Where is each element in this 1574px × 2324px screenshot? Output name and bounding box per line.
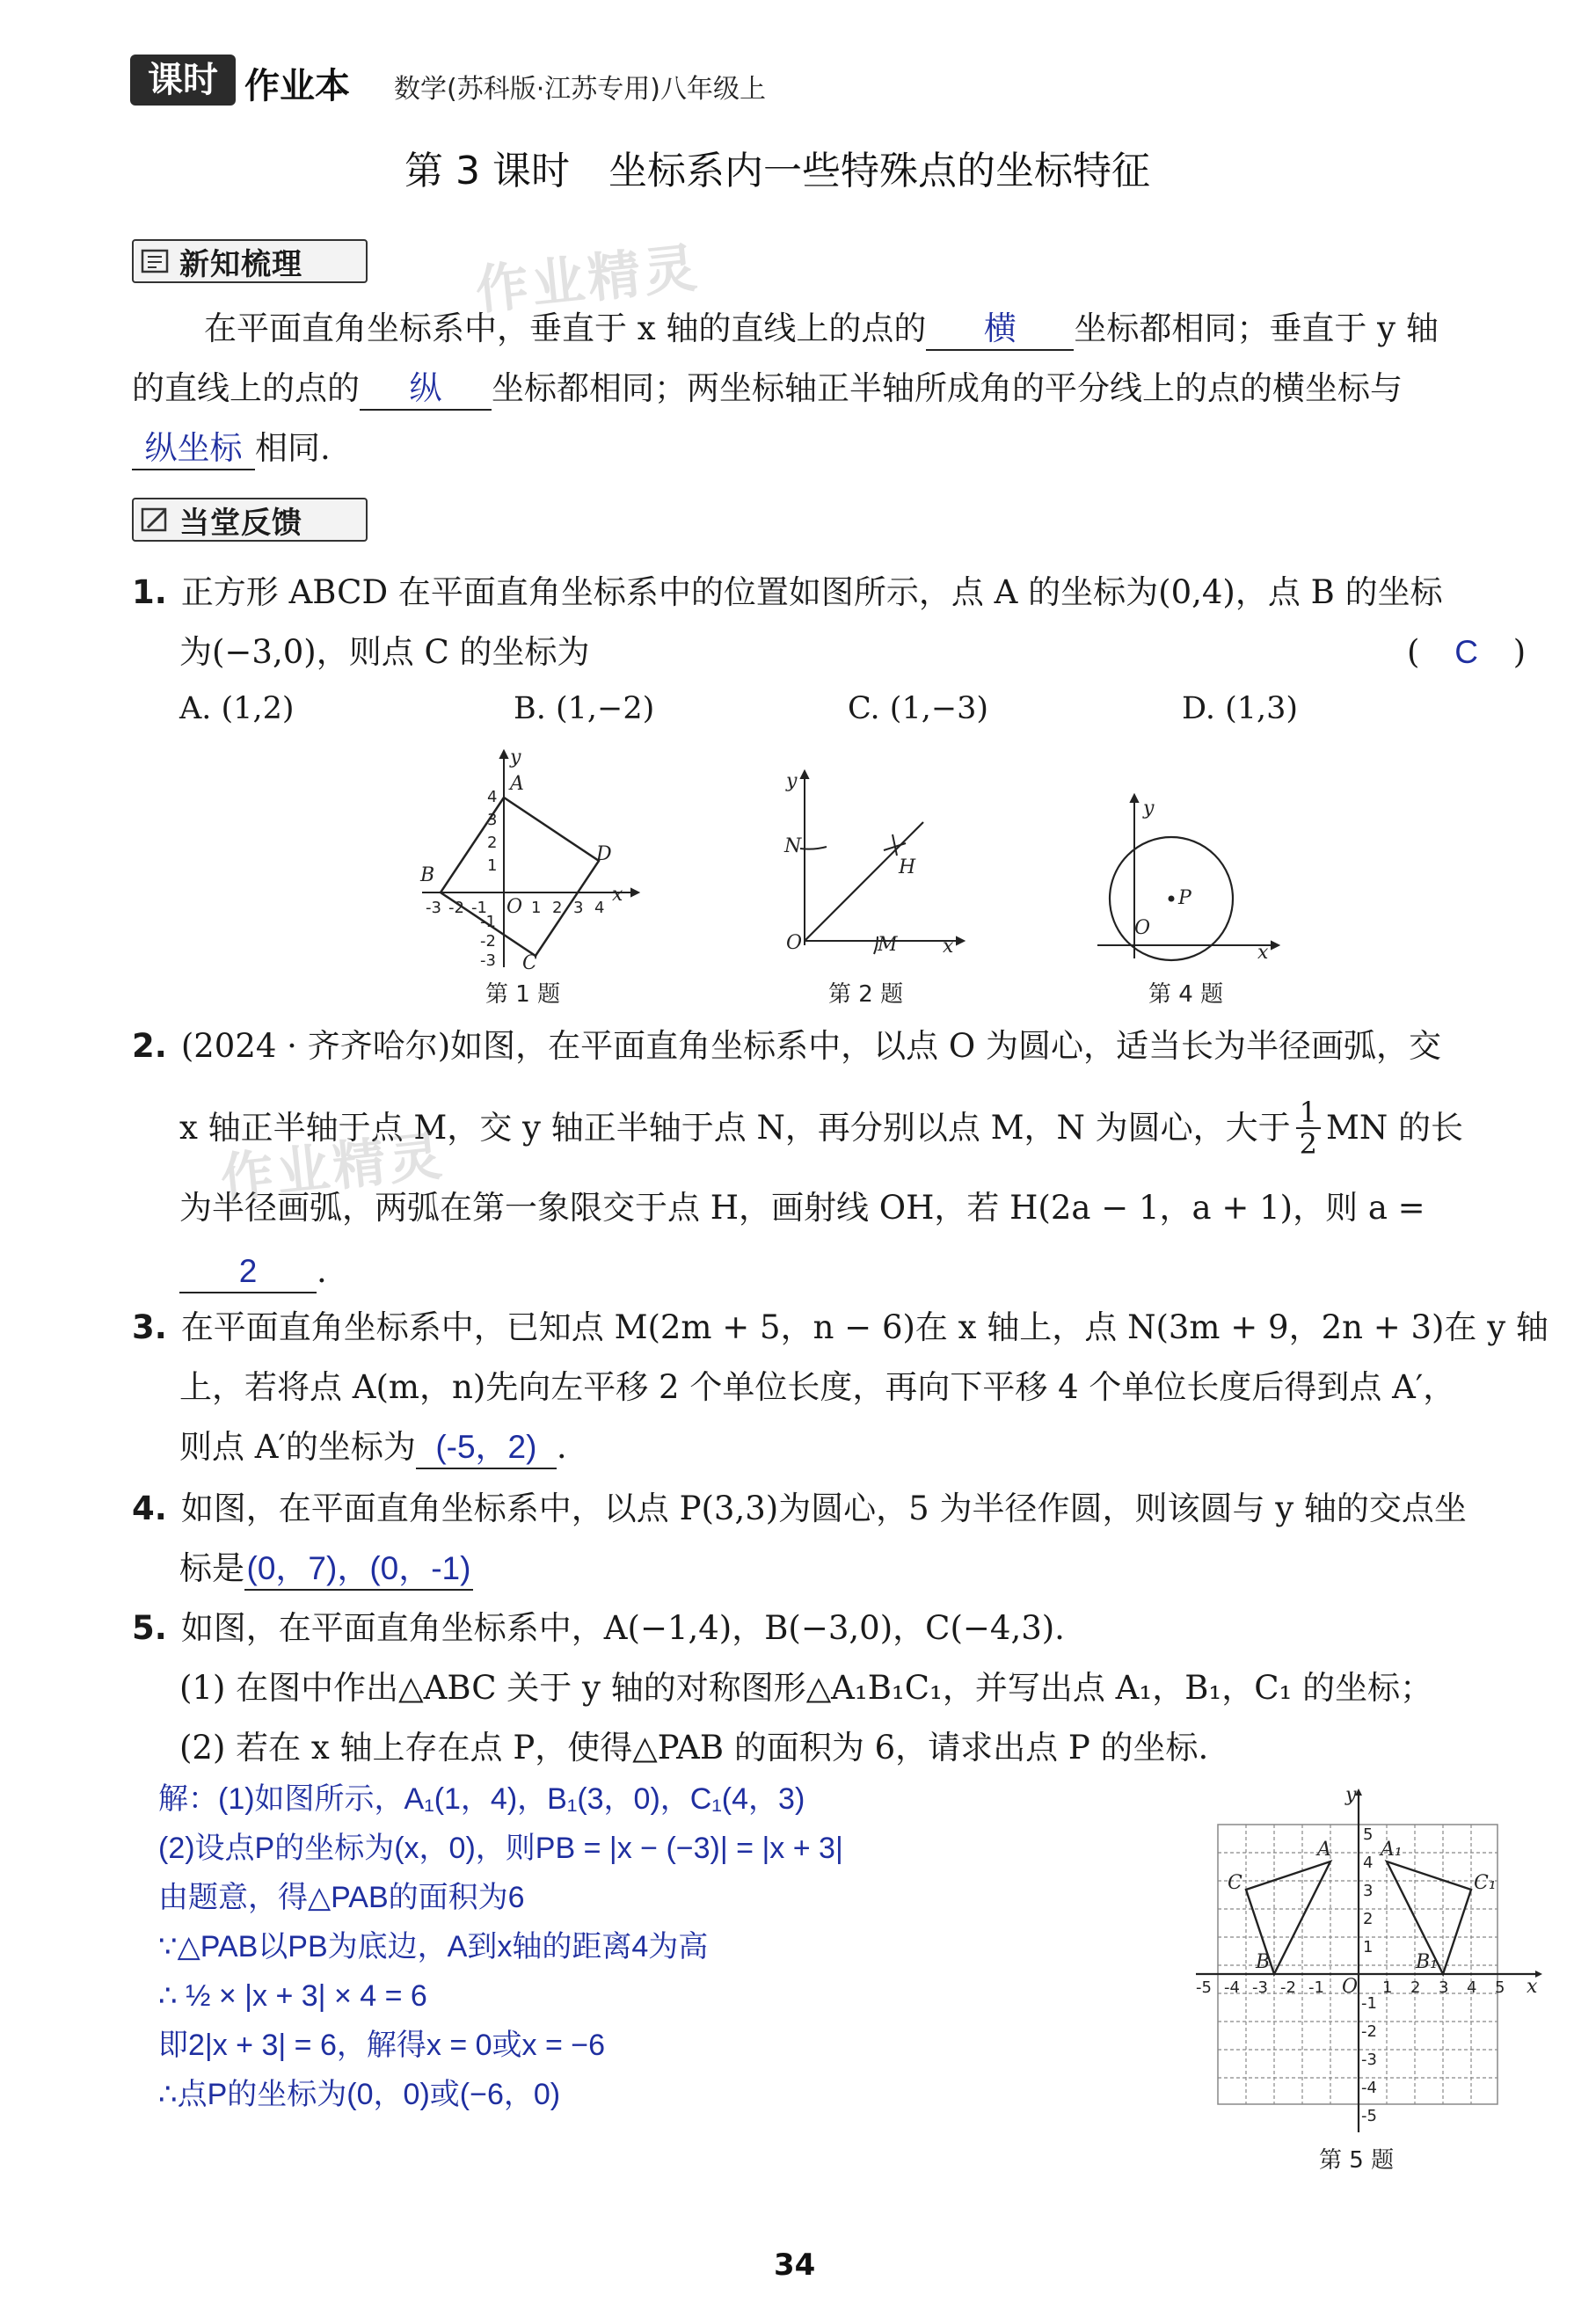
label-b1: B₁ [1416, 1951, 1438, 1973]
option-d: D. (1,3) [1182, 691, 1299, 726]
label-x: x [612, 884, 623, 906]
question-2: 2. (2024 · 齐齐哈尔)如图，在平面直角坐标系中，以点 O 为圆心，适当长为半径画弧，交 [132, 1027, 1441, 1065]
label-y: y [786, 770, 798, 792]
section-new-knowledge [132, 239, 368, 283]
watermark: 作业精灵 [217, 1125, 448, 1211]
q2-answer-blank: 2 [179, 1251, 317, 1293]
caption-fig-2: 第 2 题 [828, 981, 904, 1008]
header [130, 55, 922, 106]
label-m: M [878, 934, 898, 956]
choice-answer: C [1454, 634, 1478, 670]
book-name: 作业本 [244, 66, 350, 106]
intro-line-1: 在平面直角坐标系中，垂直于 x 轴的直线上的点的 横 坐标都相同；垂直于 y 轴 [204, 299, 1439, 359]
solution-line: 解：(1)如图所示，A₁(1，4)，B₁(3，0)，C₁(4，3) [158, 1782, 805, 1816]
blank-1: 横 [926, 309, 1074, 351]
figure-5-grid [1178, 1785, 1548, 2146]
label-p: P [1178, 887, 1191, 909]
label-y: y [1143, 798, 1155, 820]
xtick: -2 [1280, 1978, 1296, 1997]
xtick: -5 [1196, 1978, 1212, 1997]
notebook-icon [141, 248, 171, 274]
option-b: B. (1,−2) [514, 691, 655, 726]
ytick: 2 [1363, 1910, 1374, 1928]
ytick: -2 [480, 932, 496, 951]
q4-answer-blank: (0，7)，(0，-1) [244, 1548, 473, 1591]
label-c: C [522, 952, 537, 974]
figure-1-square [413, 747, 642, 976]
solution-block [158, 1774, 843, 2119]
fraction-half: 1 2 [1296, 1097, 1321, 1159]
xtick: 1 [1382, 1978, 1393, 1997]
blank-3: 纵坐标 [132, 428, 255, 470]
label-c1: C₁ [1474, 1872, 1497, 1894]
label-n: N [784, 835, 802, 857]
option-c: C. (1,−3) [848, 691, 989, 726]
solution-line: (2)设点P的坐标为(x，0)，则PB = |x − (−3)| = |x + 3| [158, 1832, 843, 1865]
ytick: 1 [1363, 1938, 1374, 1956]
subject-info: 数学(苏科版·江苏专用)八年级上 [394, 74, 766, 105]
label-h: H [899, 856, 916, 878]
ytick: -3 [1361, 2051, 1377, 2069]
label-b: B [1256, 1951, 1271, 1973]
section-feedback [132, 498, 368, 542]
label-x: x [1527, 1976, 1538, 1998]
solution-line: ∴ ½ × |x + 3| × 4 = 6 [158, 1979, 427, 2013]
label-b: B [420, 864, 435, 886]
caption-fig-4: 第 4 题 [1148, 981, 1224, 1008]
ytick: 3 [1363, 1882, 1374, 1900]
label-x: x [943, 936, 954, 958]
xtick: 4 [1467, 1978, 1477, 1997]
intro-line-2: 的直线上的点的 纵 坐标都相同；两坐标轴正半轴所成角的平分线上的点的横坐标与 [132, 359, 1403, 419]
question-1: 1. 正方形 ABCD 在平面直角坐标系中的位置如图所示，点 A 的坐标为(0,4)，点 B 的坐标 为(−3,0)，则点 C 的坐标为 ( C ) [132, 573, 1527, 671]
ytick: 1 [487, 856, 498, 875]
caption-fig-5: 第 5 题 [1319, 2147, 1395, 2174]
page-title: 第 3 课时 坐标系内一些特殊点的坐标特征 [404, 149, 1150, 193]
ytick: 3 [487, 811, 498, 829]
ytick: 4 [487, 788, 498, 806]
xtick: 5 [1495, 1978, 1505, 1997]
solution-line: 由题意，得△PAB的面积为6 [158, 1881, 525, 1914]
xtick: -2 [448, 899, 464, 917]
label-a1: A₁ [1381, 1839, 1403, 1861]
label-c: C [1228, 1872, 1242, 1894]
xtick: 3 [1439, 1978, 1449, 1997]
label-y: y [1345, 1785, 1357, 1806]
figure-4-circle [1097, 791, 1282, 967]
section-label: 当堂反馈 [179, 505, 302, 541]
ytick: -1 [1361, 1994, 1377, 2013]
label-o: O [506, 896, 523, 918]
label-y: y [510, 747, 521, 769]
figure-2-bisector [774, 769, 967, 963]
xtick: -3 [1252, 1978, 1268, 1997]
label-o: O [786, 932, 803, 954]
ytick: 5 [1363, 1825, 1374, 1844]
caption-fig-1: 第 1 题 [485, 981, 561, 1008]
solution-line: 即2|x + 3| = 6，解得x = 0或x = −6 [158, 2029, 606, 2062]
q2-line-3: 为半径画弧，两弧在第一象限交于点 H，画射线 OH，若 H(2a − 1，a + 1)，则 a = [179, 1189, 1425, 1227]
xtick: -3 [426, 899, 441, 917]
xtick: -1 [1308, 1978, 1324, 1997]
series-logo: 课时 [130, 55, 236, 106]
label-a: A [1317, 1839, 1331, 1861]
ytick: -3 [480, 951, 496, 970]
xtick: 2 [552, 899, 563, 917]
question-4: 4. 如图，在平面直角坐标系中，以点 P(3,3)为圆心，5 为半径作圆，则该圆与 y 轴的交点坐 标是(0，7)，(0，-1) [132, 1479, 1504, 1599]
blank-2: 纵 [360, 368, 492, 411]
label-a: A [510, 773, 524, 795]
xtick: 4 [594, 899, 605, 917]
ytick: 4 [1363, 1854, 1374, 1872]
watermark: 作业精灵 [472, 237, 703, 323]
q2-line-2: x 轴正半轴于点 M，交 y 轴正半轴于点 N，再分别以点 M，N 为圆心，大于 1 2 MN 的长 [179, 1096, 1464, 1161]
pencil-note-icon [141, 506, 171, 533]
ytick: -2 [1361, 2022, 1377, 2041]
label-x: x [1257, 942, 1269, 964]
ytick: -4 [1361, 2079, 1377, 2097]
xtick: -1 [471, 899, 487, 917]
q2-line-4: 2 . [179, 1242, 327, 1301]
label-d: D [596, 843, 612, 865]
q3-answer-blank: (-5，2) [416, 1427, 557, 1469]
section-label: 新知梳理 [179, 246, 302, 282]
intro-line-3: 纵坐标 相同. [132, 419, 331, 478]
question-3: 3. 在平面直角坐标系中，已知点 M(2m + 5，n − 6)在 x 轴上，点 N(3m + 9，2n + 3)在 y 轴 上，若将点 A(m，n)先向左平移 2 个单位长度，再向下平移 4 个单位长度后得到点 A′， 则点 A′的坐标为 (-5，2) . [132, 1298, 1504, 1477]
option-a: A. (1,2) [179, 691, 295, 726]
label-o: O [1134, 917, 1151, 939]
ytick: -5 [1361, 2107, 1377, 2125]
question-5: 5. 如图，在平面直角坐标系中，A(−1,4)，B(−3,0)，C(−4,3). (1) 在图中作出△ABC 关于 y 轴的对称图形△A₁B₁C₁，并写出点 A₁，B₁，C₁ 的坐标； (2) 若在 x 轴上存在点 P，使得△PAB 的面积为 6，请求出点 P 的坐标. [132, 1609, 1433, 1767]
ytick: -1 [480, 913, 496, 931]
xtick: 1 [531, 899, 542, 917]
xtick: 3 [573, 899, 584, 917]
ytick: 2 [487, 834, 498, 852]
solution-line: ∵△PAB以PB为底边，A到x轴的距离4为高 [158, 1930, 709, 1963]
xtick: 2 [1410, 1978, 1421, 1997]
page-number: 34 [774, 2248, 816, 2283]
xtick: -4 [1224, 1978, 1240, 1997]
label-o: O [1342, 1976, 1359, 1998]
solution-line: ∴点P的坐标为(0，0)或(−6，0) [158, 2078, 561, 2111]
